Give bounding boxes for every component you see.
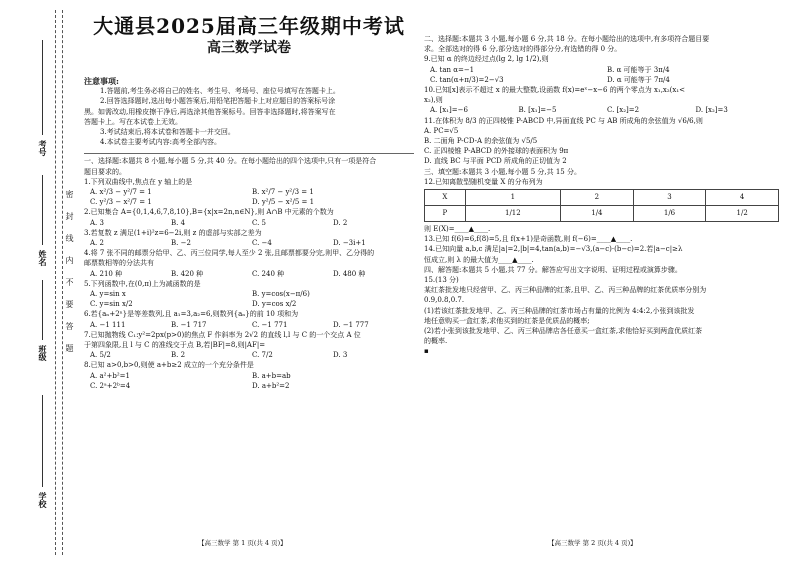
table-cell: X <box>425 190 466 206</box>
question-line: 一、选择题:本题共 8 小题,每小题 5 分,共 40 分。在每小题给出的四个选项中,只有一项是符合 <box>84 157 377 166</box>
left-column <box>84 8 414 391</box>
xingming-label: 姓名 <box>38 250 48 266</box>
question-line: 13.已知 f(6)=6,f(8)=5,且 f(x+1)是奇函数,则 f(−6)=____▲____. <box>424 235 633 244</box>
question-line: (1)若该红茶批发地甲、乙、丙三种品牌的红茶市场占有量的比例为 4:4:2,小张到该批发 <box>424 306 695 315</box>
notice-line: 答题卡上。写在本试卷上无效。 <box>84 117 182 126</box>
question-line: 7.已知抛物线 C₁:y²=2px(p>0)的焦点 F 作斜率为 2√2 的直线 l,l 与 C 的一个交点 A 位 <box>84 330 361 339</box>
question-line: x₂),则 <box>424 96 443 105</box>
notice-line: 2.回答选择题时,选出每小题答案后,用铅笔把答题卡上对应题目的答案标号涂 <box>100 97 336 106</box>
question-line: 6.若{aₙ+2ⁿ}是等差数列,且 a₁=3,a₂=6,则数列{aₙ}的前 10 项和为 <box>84 310 299 319</box>
question-line: 于第四象限,且 l 与 C 的准线交于点 B,若|BF|=8,则|AF|= <box>84 341 266 350</box>
question-line: ▪ <box>424 347 429 356</box>
option: D. y=cos x/2 <box>252 300 297 309</box>
question-line: 3.若复数 z 满足(1+i)²z=6−2i,则 z 的虚部与实部之差为 <box>84 228 262 237</box>
footer-left: 【高三数学 第 1 页(共 4 页)】 <box>198 539 287 547</box>
option: C. [x₂]=2 <box>607 106 640 115</box>
option: A. 5/2 <box>90 351 111 360</box>
options-row <box>84 187 414 197</box>
xingming-line <box>42 175 43 245</box>
option: C. 5 <box>252 218 267 227</box>
option: C. y=sin x/2 <box>90 300 133 309</box>
question-line: 5.下列函数中,在(0,π)上为减函数的是 <box>84 279 201 288</box>
question-line: 三、填空题:本题共 3 小题,每小题 5 分,共 15 分。 <box>424 167 581 176</box>
option: B. −1 717 <box>171 320 207 329</box>
option: A. tan α=−1 <box>430 65 475 74</box>
option: D. −1 777 <box>333 320 369 329</box>
question-line: 恒成立,则 λ 的最大值为____▲____. <box>424 255 534 264</box>
question-line: 的概率. <box>424 337 448 346</box>
footer-right: 【高三数学 第 2 页(共 4 页)】 <box>548 539 637 547</box>
question-line: 12.已知离散型随机变量 X 的分布列为 <box>424 177 543 186</box>
question-line: 8.已知 a>0,b>0,则使 a+b≥2 成立的一个充分条件是 <box>84 361 254 370</box>
option: A. x²/3 − y²/7 = 1 <box>90 188 152 197</box>
question-line: A. PC=√5 <box>424 126 459 135</box>
question-line: 4.将 7 张不同的邮票分给甲、乙、丙三位同学,每人至少 2 张,且邮票都要分完,则甲、乙分得的 <box>84 249 375 258</box>
options-row <box>84 350 414 360</box>
xuexiao-label: 学校 <box>38 492 48 508</box>
question-line: 15.(13 分) <box>424 276 459 285</box>
kaohao-label: 考号 <box>38 140 48 156</box>
option: C. 2ᵃ+2ᵇ=4 <box>90 381 131 390</box>
option: B. [x₁]=−5 <box>518 106 557 115</box>
option: B. α 可能等于 3π/4 <box>607 65 670 74</box>
option: C. −1 771 <box>252 320 288 329</box>
notice-line: 3.考试结束后,将本试卷和答题卡一并交回。 <box>100 128 235 137</box>
table-cell: 1/4 <box>561 206 634 222</box>
table-row-x <box>425 190 779 206</box>
notice-title: 注意事项: <box>84 76 119 86</box>
options-row <box>424 75 784 85</box>
seal-dashed-line-inner <box>62 10 63 555</box>
option: B. a+b=ab <box>252 371 291 380</box>
seal-dashed-line <box>55 10 56 555</box>
option: C. 7/2 <box>252 351 273 360</box>
option: D. 2 <box>333 218 348 227</box>
question-line: 0.9,0.8,0.7. <box>424 296 465 305</box>
options-row <box>84 218 414 228</box>
distribution-table <box>424 189 779 222</box>
option: B. 4 <box>171 218 186 227</box>
banji-label: 班级 <box>38 345 48 361</box>
xuexiao-line <box>42 395 43 487</box>
options-row <box>84 381 414 391</box>
option: B. x²/7 − y²/3 = 1 <box>252 188 314 197</box>
options-row <box>84 371 414 381</box>
question-line: 四、解答题:本题共 5 小题,共 77 分。解答应写出文字说明、证明过程或演算步骤。 <box>424 265 682 274</box>
table-cell: 1 <box>465 190 560 206</box>
option: B. y=cos(x−π/6) <box>252 290 310 299</box>
exam-subtitle: 高三数学试卷 <box>207 40 291 56</box>
option: B. 2 <box>171 351 186 360</box>
table-cell: 3 <box>633 190 706 206</box>
options-row <box>424 105 784 115</box>
option: A. a²+b²=1 <box>90 371 130 380</box>
option: C. −4 <box>252 239 272 248</box>
question-line: C. 正四棱锥 P-ABCD 的外接球的表面积为 9π <box>424 147 569 156</box>
divider <box>84 153 414 154</box>
option: D. 3 <box>333 351 348 360</box>
notice-line: 4.本试卷主要考试内容:高考全部内容。 <box>100 138 222 147</box>
option: C. tan(α+π/3)=2−√3 <box>430 75 504 84</box>
kaohao-line <box>42 40 43 135</box>
question-line: 题目要求的。 <box>84 167 126 176</box>
binding-margin <box>0 0 72 568</box>
question-line: (2)若小张到该批发地甲、乙、丙三种品牌店各任意买一盒红茶,求他恰好买到两盒优质红茶 <box>424 327 703 336</box>
left-questions <box>84 156 414 391</box>
question-line: 1.下列双曲线中,焦点在 y 轴上的是 <box>84 177 193 186</box>
option: D. y²/5 − x²/5 = 1 <box>252 198 315 207</box>
option: A. 210 种 <box>90 269 123 278</box>
option: D. [x₂]=3 <box>695 106 728 115</box>
option: A. y=sin x <box>90 290 126 299</box>
banji-line <box>42 280 43 340</box>
option: A. −1 111 <box>90 320 126 329</box>
question-line: 14.已知向量 a,b,c 满足|a|=2,|b|=4,tan⟨a,b⟩=−√3,(a−c)·(b−c)=2.若|a−c|≥λ <box>424 245 683 254</box>
options-row <box>84 269 414 279</box>
question-line: 2.已知集合 A={0,1,4,6,7,8,10},B={x|x=2n,n∈N},则 A∩B 中元素的个数为 <box>84 208 334 217</box>
options-row <box>424 65 784 75</box>
table-cell: P <box>425 206 466 222</box>
options-row <box>84 197 414 207</box>
seal-line-text: 密封线内不要答题 <box>65 190 74 366</box>
question-line: 地任意购买一盒红茶,求他买到的红茶是优质品的概率; <box>424 316 590 325</box>
options-row <box>84 320 414 330</box>
options-row <box>84 289 414 299</box>
option: D. −3i+1 <box>333 239 366 248</box>
table-cell: 4 <box>706 190 779 206</box>
question-line: 11.在体积为 8/3 的正四棱锥 P-ABCD 中,异面直线 PC 与 AB 所成角的余弦值为 √6/6,则 <box>424 116 703 125</box>
question-line: D. 直线 BC 与平面 PCD 所成角的正切值为 2 <box>424 157 567 166</box>
question-line: 求。全部选对的得 6 分,部分选对的得部分分,有选错的得 0 分。 <box>424 45 622 54</box>
table-cell: 1/12 <box>465 206 560 222</box>
option: A. 2 <box>90 239 104 248</box>
notice-line: 1.答题前,考生务必将自己的姓名、考生号、考场号、座位号填写在答题卡上。 <box>100 87 340 96</box>
option: D. α 可能等于 7π/4 <box>607 75 670 84</box>
option: A. 3 <box>90 218 104 227</box>
option: B. −2 <box>171 239 191 248</box>
options-row <box>84 238 414 248</box>
option: C. 240 种 <box>252 269 285 278</box>
right-questions-2 <box>424 224 784 357</box>
option: D. 480 种 <box>333 269 366 278</box>
notice-line: 黑。如需改动,用橡皮擦干净后,再选涂其他答案标号。回答非选择题时,将答案写在 <box>84 107 336 116</box>
table-row-p <box>425 206 779 222</box>
right-questions <box>424 34 784 187</box>
right-column <box>424 34 784 357</box>
table-cell: 2 <box>561 190 634 206</box>
question-line: 某红茶批发地只经营甲、乙、丙三种品牌的红茶,且甲、乙、丙三种品牌的红茶优质率分别为 <box>424 286 707 295</box>
exam-title: 大通县2025届高三年级期中考试 <box>93 14 405 38</box>
option: D. a+b²=2 <box>252 381 290 390</box>
option: A. [x₁]=−6 <box>430 106 468 115</box>
notice-block <box>84 76 414 147</box>
question-line: 邮票数相等的分法共有 <box>84 259 154 268</box>
question-line: 10.已知[x]表示不超过 x 的最大整数,设函数 f(x)=eˣ−x−6 的两个零点为 x₁,x₂(x₁< <box>424 86 686 95</box>
question-line: 二、选择题:本题共 3 小题,每小题 6 分,共 18 分。在每小题给出的选项中,有多项符合题目要 <box>424 35 710 43</box>
table-cell: 1/6 <box>633 206 706 222</box>
question-line: 则 E(X)=____▲____. <box>424 225 491 234</box>
question-line: B. 二面角 P-CD-A 的余弦值为 √5/5 <box>424 137 538 146</box>
options-row <box>84 299 414 309</box>
question-line: 9.已知 α 的终边经过点(lg 2, lg 1/2),则 <box>424 55 549 64</box>
table-cell: 1/2 <box>706 206 779 222</box>
option: B. 420 种 <box>171 269 204 278</box>
notice-lines <box>84 86 414 147</box>
option: C. y²/3 − x²/7 = 1 <box>90 198 152 207</box>
